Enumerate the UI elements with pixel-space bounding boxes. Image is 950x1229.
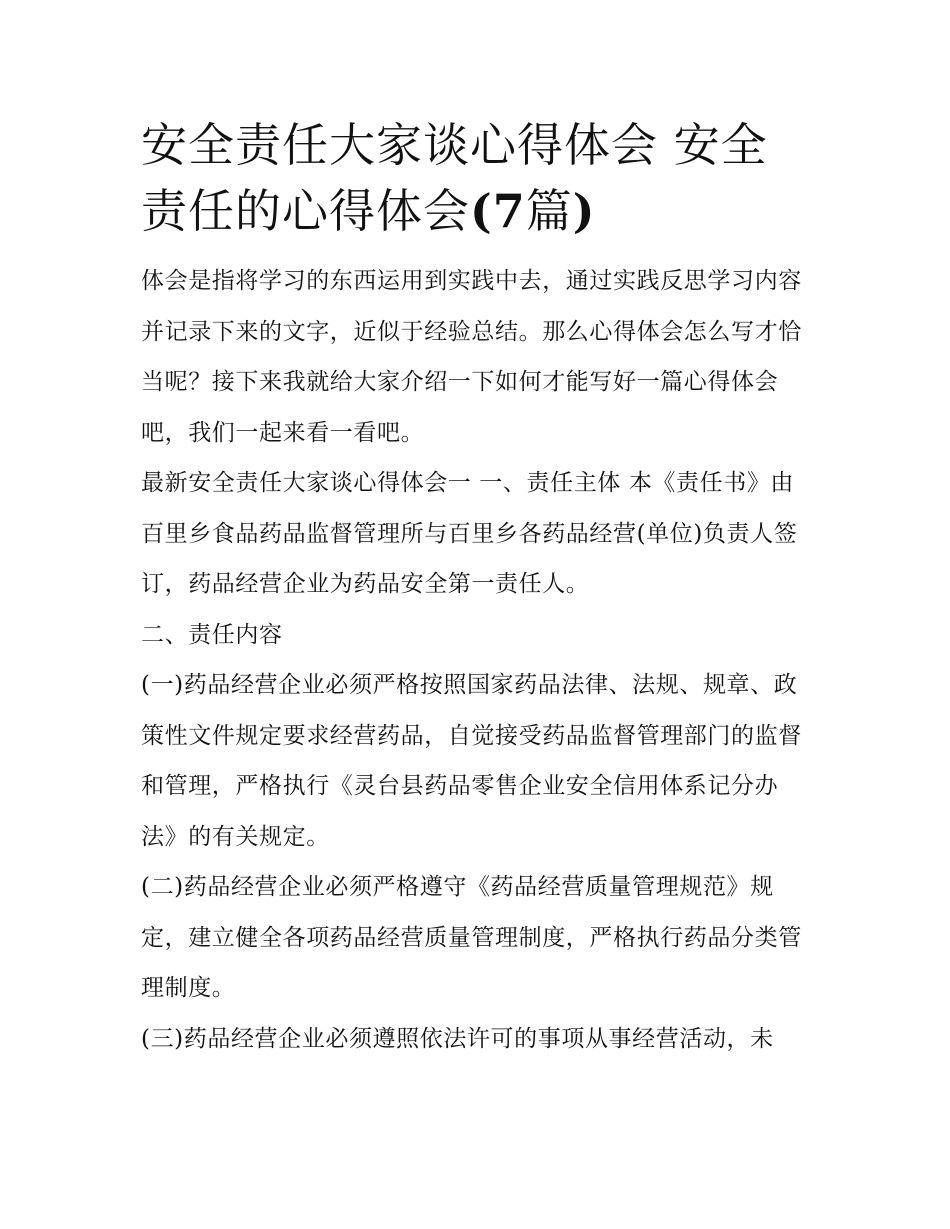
clause-one-paragraph: (一)药品经营企业必须严格按照国家药品法律、法规、规章、政策性文件规定要求经营药品，自觉接受药品监督管理部门的监督和管理，严格执行《灵台县药品零售企业安全信用体系记分办法》的有关规定。 [141,672,802,850]
clause-three-paragraph: (三)药品经营企业必须遵照依法许可的事项从事经营活动，未 [141,1025,774,1052]
document-title [141,112,813,244]
title-text: 安全责任大家谈心得体会 安全责任的心得体会 [141,118,768,238]
title-unit: 篇 [525,184,573,238]
title-close-paren: ) [572,184,596,238]
title-count: (7 [470,184,526,238]
clause-two-paragraph: (二)药品经营企业必须严格遵守《药品经营质量管理规范》规定，建立健全各项药品经营质量管理制度，严格执行药品分类管理制度。 [141,874,802,1001]
intro-paragraph: 体会是指将学习的东西运用到实践中去，通过实践反思学习内容并记录下来的文字，近似于经验总结。那么心得体会怎么写才恰当呢？接下来我就给大家介绍一下如何才能写好一篇心得体会吧，我们一起来看一看吧。 [141,268,802,446]
section-one-paragraph: 最新安全责任大家谈心得体会一 一、责任主体 本《责任书》由百里乡食品药品监督管理所与百里乡各药品经营(单位)负责人签订，药品经营企业为药品安全第一责任人。 [141,470,798,597]
section-heading-responsibility: 二、责任内容 [141,621,283,648]
document-body [141,112,813,1064]
